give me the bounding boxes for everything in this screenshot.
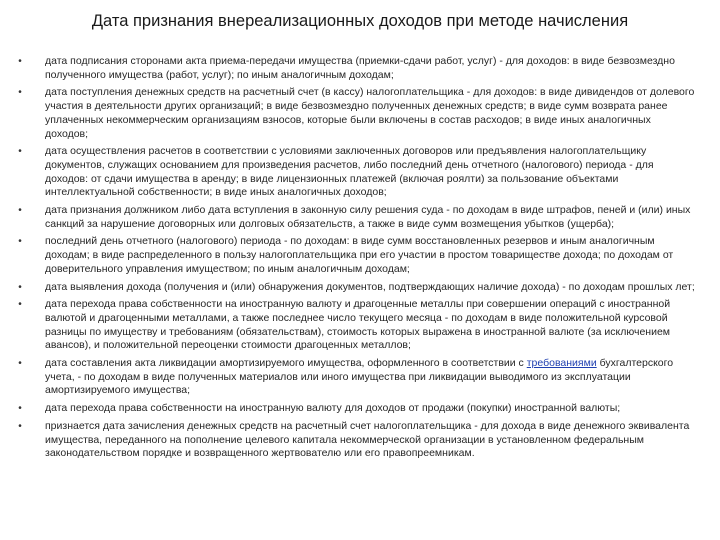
bullet-icon: • (18, 87, 22, 99)
list-item (0, 298, 695, 353)
list-item (0, 204, 695, 231)
bullet-icon: • (18, 205, 22, 217)
list-item-text: последний день отчетного (налогового) периода - по доходам: в виде сумм восстановленных резервов и иным аналогичным доходам; в виде распределенного в пользу налогоплательщика при его участии в простом товариществе дохода; по доходам от доверительного управления имуществом; по иным аналогичным доходам; (45, 235, 674, 275)
list-item-text: дата осуществления расчетов в соответствии с условиями заключенных договоров или предъявления налогоплательщику документов, служащих основанием для произведения расчетов, либо последний день отчетного (налогового) периода - для доходов: от сдачи имущества в аренду; в виде лицензионных платежей (включая роялти) за пользование объектами интеллектуальной собственности; в виде иных аналогичных доходов; (45, 145, 654, 199)
list-item (0, 55, 695, 82)
bullet-icon: • (18, 281, 22, 293)
bullet-icon: • (18, 358, 22, 370)
bullet-icon: • (18, 299, 22, 311)
list-item-text-before: дата составления акта ликвидации амортизируемого имущества, оформленного в соответствии с (45, 357, 527, 370)
list-item (0, 402, 695, 416)
list-item (0, 281, 695, 295)
bullet-icon: • (18, 146, 22, 158)
page-title: Дата признания внереализационных доходов при методе начисления (91, 12, 629, 30)
list-item-text: дата признания должником либо дата вступления в законную силу решения суда - по доходам в виде штрафов, пеней и (или) иных санкций за нарушение договорных или долговых обязательств, а также в виде сумм возмещения убытков (ущерба); (45, 204, 691, 230)
bullet-icon: • (18, 403, 22, 415)
requirements-link[interactable]: требованиями (526, 357, 597, 370)
list-item-text: дата перехода права собственности на иностранную валюту для доходов от продажи (покупки) иностранной валюты; (45, 402, 621, 415)
list-item (0, 86, 695, 141)
bullet-icon: • (18, 56, 22, 67)
list-item (0, 235, 695, 276)
bullet-icon: • (18, 420, 22, 432)
list-item (0, 357, 695, 398)
list-item (0, 420, 695, 461)
list-item-text: дата поступления денежных средств на расчетный счет (в кассу) налогоплательщика - для доходов: в виде дивидендов от долевого участия в деятельности других организаций; в виде безвозмездно полученных денежных средств; в виде сумм возврата ранее уплаченных некоммерческим организациям взносов, которые были включены в состав расходов; в виде иных аналогичных доходов; (45, 86, 695, 140)
income-recognition-list (0, 55, 720, 465)
list-item-text-after: бухгалтерского учета, - по доходам в виде полученных материалов или иного имущества при ликвидации выводимого из эксплуатации амортизируемого имущества; (45, 357, 674, 397)
list-item-text: дата выявления дохода (получения и (или) обнаружения документов, подтверждающих наличие дохода) - по доходам прошлых лет; (45, 280, 695, 293)
list-item-text: дата перехода права собственности на иностранную валюту и драгоценные металлы при совершении операций с иностранной валютой и драгоценными металлами, а также последнее число текущего месяца - по доходам в виде положительной курсовой разницы по имуществу и требованиям (обязательствам), стоимость которых выражена в иностранной валюте (за исключением авансов), и положительной переоценки стоимости драгоценных металлов; (45, 298, 671, 352)
list-item-text: дата подписания сторонами акта приема-передачи имущества (приемки-сдачи работ, услуг) - для доходов: в виде безвозмездно полученного имущества (работ, услуг); по иным аналогичным доходам; (45, 55, 675, 81)
list-item (0, 145, 695, 200)
bullet-icon: • (18, 236, 22, 248)
list-item-text: признается дата зачисления денежных средств на расчетный счет налогоплательщика - для дохода в виде денежного эквивалента имущества, переданного на пополнение целевого капитала некоммерческой организации в установленном федеральным законодательством порядке и возвращенного жертвователю или его правопреемникам. (45, 419, 690, 460)
